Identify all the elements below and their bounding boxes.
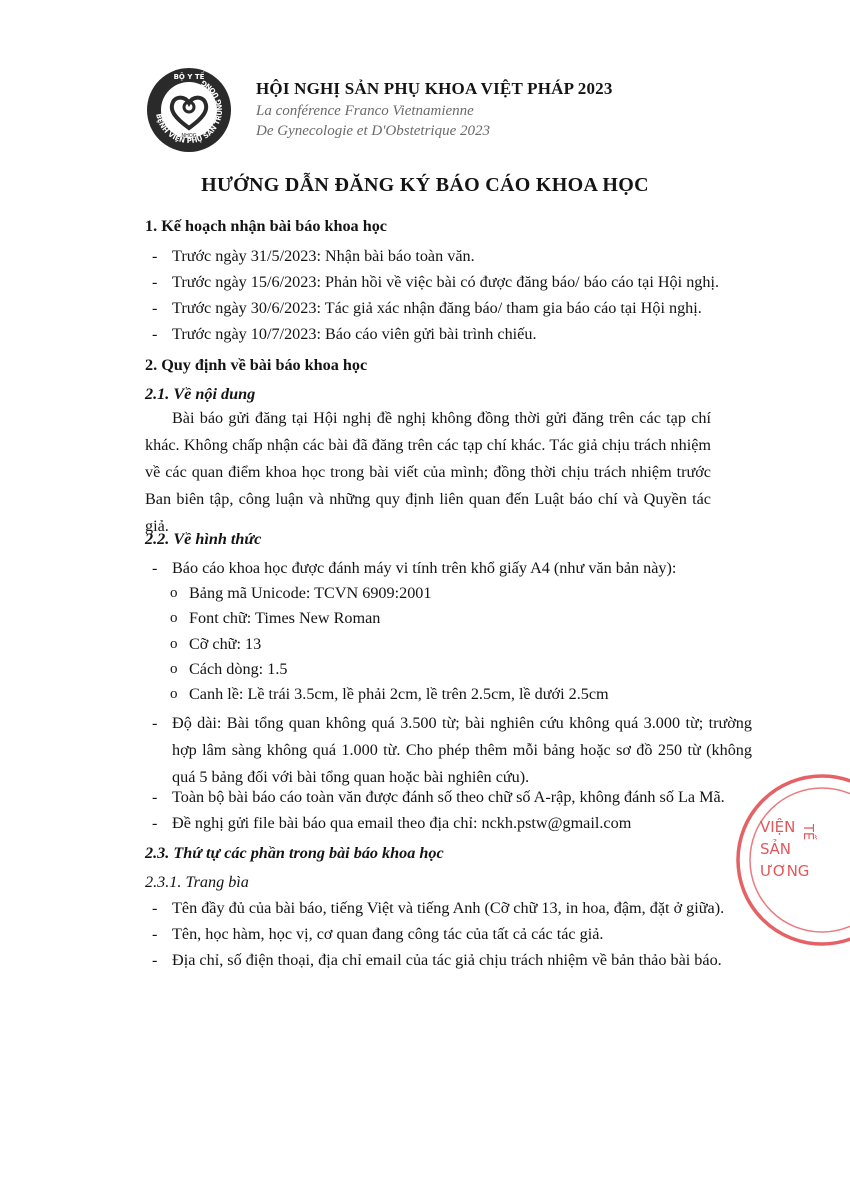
section-2-1-heading: 2.1. Về nội dung — [145, 385, 256, 403]
bullet-circle: o — [170, 610, 178, 626]
bullet-circle: o — [170, 661, 178, 677]
format-subitem-4: Cách dòng: 1.5 — [189, 660, 288, 678]
bullet-dash: - — [152, 325, 158, 343]
format-item-1: Báo cáo khoa học được đánh máy vi tính trên khổ giấy A4 (như văn bản này): — [172, 559, 677, 577]
bullet-circle: o — [170, 585, 178, 601]
section-1-heading: 1. Kế hoạch nhận bài báo khoa học — [145, 217, 387, 235]
format-item-numbering: Toàn bộ bài báo cáo toàn văn được đánh số theo chữ số A-rập, không đánh số La Mã. — [172, 788, 725, 806]
schedule-item-3: Trước ngày 30/6/2023: Tác giả xác nhận đăng báo/ tham gia báo cáo tại Hội nghị. — [172, 299, 702, 317]
bullet-dash: - — [152, 925, 158, 943]
format-item-email: Đề nghị gửi file bài báo qua email theo địa chỉ: nckh.pstw@gmail.com — [172, 814, 632, 832]
bullet-dash: - — [152, 299, 158, 317]
conference-title: HỘI NGHỊ SẢN PHỤ KHOA VIỆT PHÁP 2023 — [256, 79, 613, 98]
schedule-item-1: Trước ngày 31/5/2023: Nhận bài báo toàn văn. — [172, 247, 475, 265]
bullet-dash: - — [152, 951, 158, 969]
logo-top-text: BỘ Y TẾ — [173, 73, 205, 81]
bullet-dash: - — [152, 273, 158, 291]
stamp-ring-text: TẾ — [800, 824, 815, 841]
logo-ring-text: BỆNH VIỆN PHỤ SẢN TRUNG ƯƠNG — [154, 78, 225, 146]
stamp-text-line3: ƯƠNG — [760, 862, 810, 880]
hospital-logo — [145, 66, 233, 154]
document-title: HƯỚNG DẪN ĐĂNG KÝ BÁO CÁO KHOA HỌC — [201, 174, 649, 196]
format-subitem-2: Font chữ: Times New Roman — [189, 609, 381, 627]
schedule-item-4: Trước ngày 10/7/2023: Báo cáo viên gửi bài trình chiếu. — [172, 325, 537, 343]
section-2-3-heading: 2.3. Thứ tự các phần trong bài báo khoa học — [145, 844, 444, 862]
schedule-item-2: Trước ngày 15/6/2023: Phản hồi về việc bài có được đăng báo/ báo cáo tại Hội nghị. — [172, 273, 720, 291]
bullet-dash: - — [152, 714, 158, 732]
bullet-circle: o — [170, 636, 178, 652]
format-subitem-1: Bảng mã Unicode: TCVN 6909:2001 — [189, 584, 432, 602]
bullet-dash: - — [152, 899, 158, 917]
bullet-dash: - — [152, 814, 158, 832]
cover-item-1: Tên đầy đủ của bài báo, tiếng Việt và tiếng Anh (Cỡ chữ 13, in hoa, đậm, đặt ở giữa). — [172, 899, 725, 917]
conference-subtitle-fr-2: De Gynecologie et D'Obstetrique 2023 — [256, 123, 490, 139]
official-stamp — [704, 772, 850, 962]
stamp-text-line1: VIỆN — [760, 818, 796, 836]
bullet-dash: - — [152, 788, 158, 806]
section-2-3-1-heading: 2.3.1. Trang bìa — [145, 873, 249, 891]
format-subitem-5: Canh lề: Lề trái 3.5cm, lề phải 2cm, lề trên 2.5cm, lề dưới 2.5cm — [189, 685, 609, 703]
conference-subtitle-fr-1: La conférence Franco Vietnamienne — [256, 103, 474, 119]
cover-item-3: Địa chỉ, số điện thoại, địa chỉ email của tác giả chịu trách nhiệm về bản thảo bài báo. — [172, 951, 722, 969]
bullet-circle: o — [170, 686, 178, 702]
cover-item-2: Tên, học hàm, học vị, cơ quan đang công tác của tất cả các tác giả. — [172, 925, 604, 943]
section-2-heading: 2. Quy định về bài báo khoa học — [145, 356, 368, 374]
content-paragraph: Bài báo gửi đăng tại Hội nghị đề nghị không đồng thời gửi đăng trên các tạp chí khác. Không chấp nhận các bài đã đăng trên các tạp chí khác. Tác giả chịu trách nhiệm về các quan điểm khoa học trong bài viết của mình; đồng thời chịu trách nhiệm trước Ban biên tập, công luận và những quy định liên quan đến Luật báo chí và Quyền tác giả. — [145, 409, 711, 535]
format-subitem-3: Cỡ chữ: 13 — [189, 635, 262, 653]
section-2-2-heading: 2.2. Về hình thức — [145, 530, 262, 548]
logo-bottom-text: NHOG — [181, 133, 197, 139]
stamp-text-line2: SẢN — [760, 840, 792, 858]
bullet-dash: - — [152, 247, 158, 265]
bullet-dash: - — [152, 559, 158, 577]
format-item-length: Độ dài: Bài tổng quan không quá 3.500 từ; bài nghiên cứu không quá 3.000 từ; trường hợp lâm sàng không quá 1.000 từ. Cho phép thêm mỗi bảng hoặc sơ đồ 250 từ (không quá 5 bảng đối với bài tổng quan hoặc bài nghiên cứu). — [172, 714, 752, 786]
